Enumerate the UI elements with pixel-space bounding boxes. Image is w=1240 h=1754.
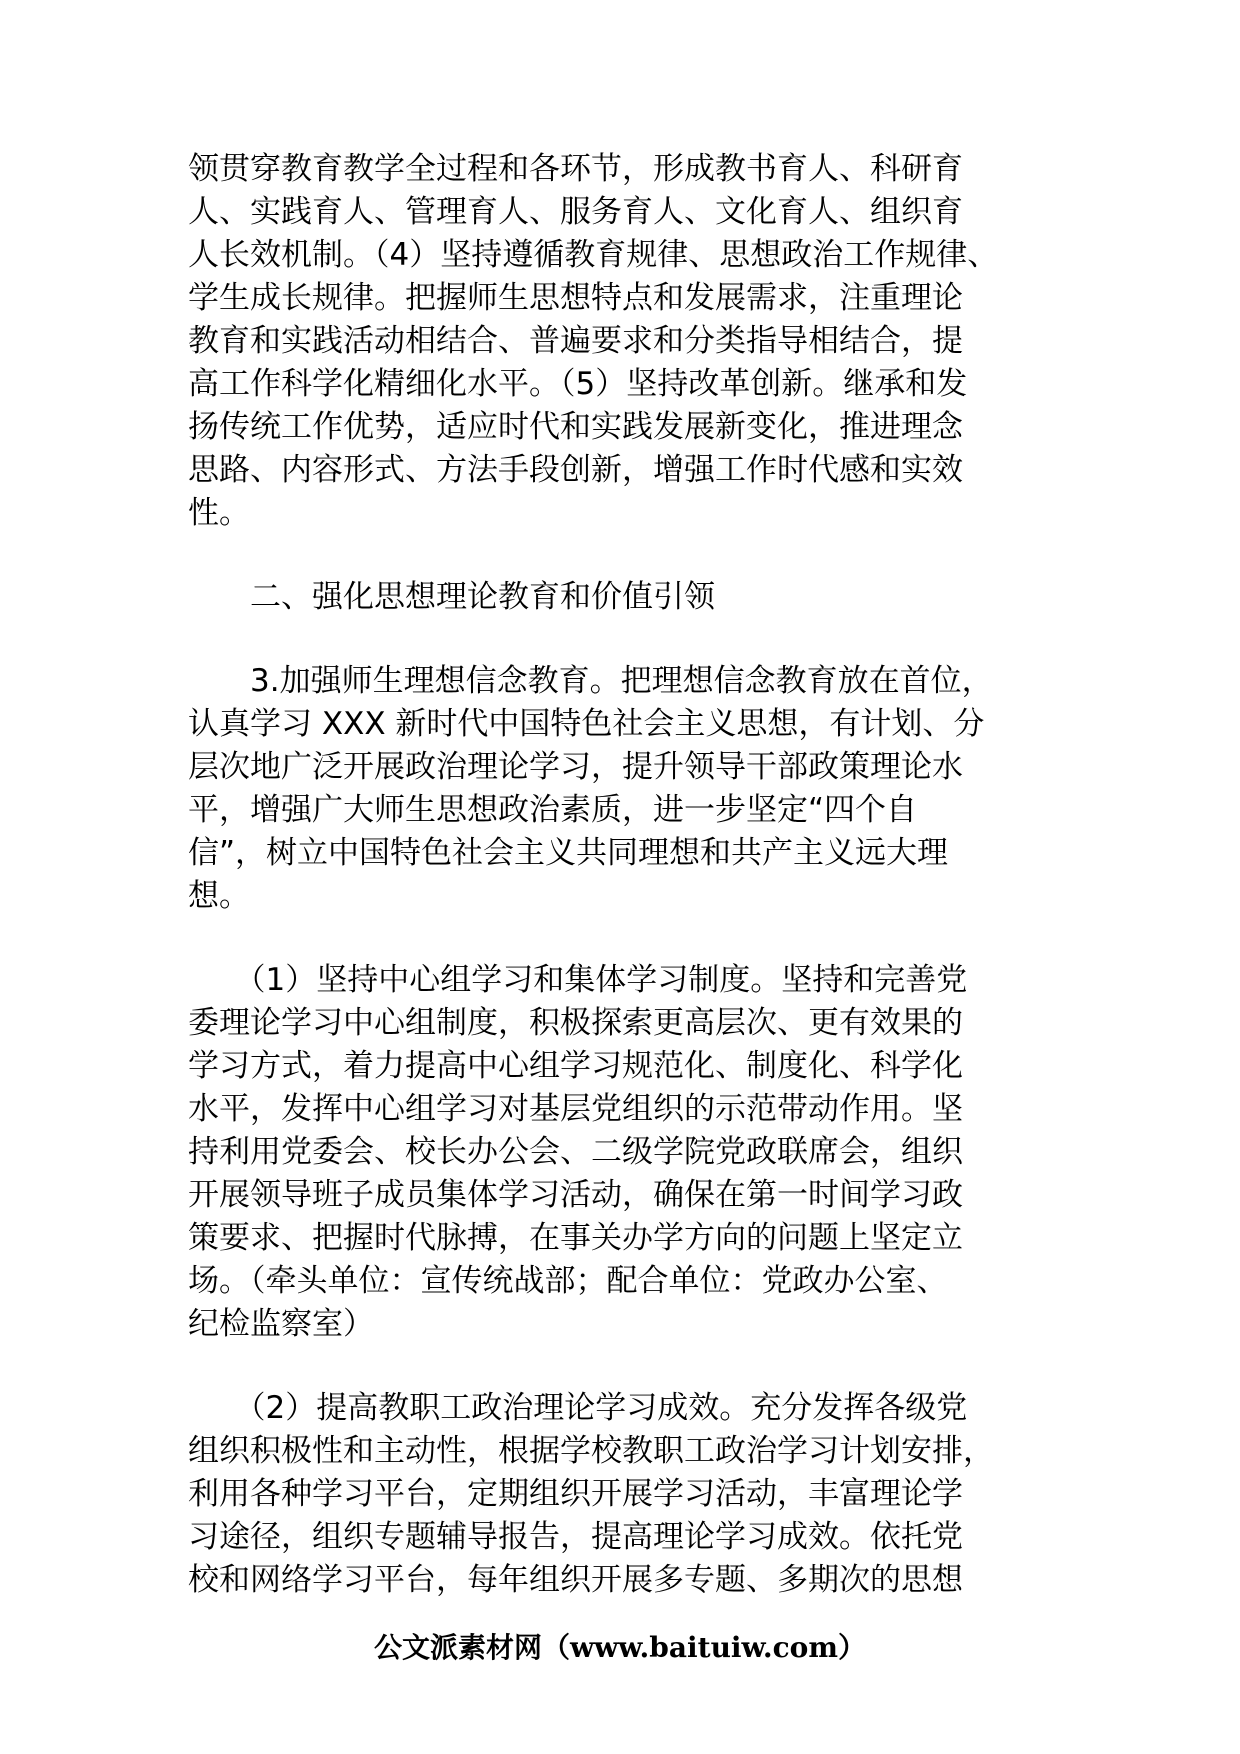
text-line: 想。 bbox=[188, 878, 250, 914]
text-line: 3.加强师生理想信念教育。把理想信念教育放在首位， bbox=[188, 663, 993, 699]
section-heading bbox=[188, 576, 1054, 619]
text-line: 性。 bbox=[188, 495, 250, 531]
text-line: 开展领导班子成员集体学习活动，确保在第一时间学习政 bbox=[188, 1177, 963, 1213]
text-line: 思路、内容形式、方法手段创新，增强工作时代感和实效 bbox=[188, 452, 963, 488]
text-line: 信”，树立中国特色社会主义共同理想和共产主义远大理 bbox=[188, 835, 949, 871]
text-line: 学生成长规律。把握师生思想特点和发展需求，注重理论 bbox=[188, 280, 963, 316]
text-line: 领贯穿教育教学全过程和各环节，形成教书育人、科研育 bbox=[188, 151, 963, 187]
text-line: 平，增强广大师生思想政治素质，进一步坚定“四个自 bbox=[188, 792, 918, 828]
paragraph-principles-continued bbox=[188, 148, 1054, 535]
text-line: 组织积极性和主动性，根据学校教职工政治学习计划安排， bbox=[188, 1433, 994, 1469]
text-line: 纪检监察室） bbox=[188, 1306, 374, 1342]
paragraph-central-group-study bbox=[188, 959, 1054, 1346]
text-line: 扬传统工作优势，适应时代和实践发展新变化，推进理念 bbox=[188, 409, 963, 445]
text-line: 委理论学习中心组制度，积极探索更高层次、更有效果的 bbox=[188, 1005, 963, 1041]
text-line: 人长效机制。（4）坚持遵循教育规律、思想政治工作规律、 bbox=[188, 237, 999, 273]
document-body bbox=[188, 148, 1054, 1643]
text-line: （2）提高教职工政治理论学习成效。充分发挥各级党 bbox=[188, 1390, 968, 1426]
text-line: 教育和实践活动相结合、普遍要求和分类指导相结合，提 bbox=[188, 323, 963, 359]
page-footer-watermark: 公文派素材网（www.baituiw.com） bbox=[374, 1631, 866, 1664]
text-line: 策要求、把握时代脉搏，在事关办学方向的问题上坚定立 bbox=[188, 1220, 963, 1256]
heading-line: 二、强化思想理论教育和价值引领 bbox=[188, 579, 715, 615]
text-line: 高工作科学化精细化水平。（5）坚持改革创新。继承和发 bbox=[188, 366, 968, 402]
text-line: 学习方式，着力提高中心组学习规范化、制度化、科学化 bbox=[188, 1048, 963, 1084]
text-line: 场。（牵头单位：宣传统战部；配合单位：党政办公室、 bbox=[188, 1263, 948, 1299]
text-line: 习途径，组织专题辅导报告，提高理论学习成效。依托党 bbox=[188, 1519, 963, 1555]
paragraph-staff-political-study bbox=[188, 1387, 1054, 1602]
text-line: 层次地广泛开展政治理论学习，提升领导干部政策理论水 bbox=[188, 749, 963, 785]
text-line: 校和网络学习平台，每年组织开展多专题、多期次的思想 bbox=[188, 1562, 963, 1598]
paragraph-ideal-belief-education bbox=[188, 660, 1054, 918]
text-line: 利用各种学习平台，定期组织开展学习活动，丰富理论学 bbox=[188, 1476, 963, 1512]
text-line: 认真学习 XXX 新时代中国特色社会主义思想，有计划、分 bbox=[188, 706, 985, 742]
text-line: 持利用党委会、校长办公会、二级学院党政联席会，组织 bbox=[188, 1134, 963, 1170]
text-line: 水平，发挥中心组学习对基层党组织的示范带动作用。坚 bbox=[188, 1091, 963, 1127]
text-line: 人、实践育人、管理育人、服务育人、文化育人、组织育 bbox=[188, 194, 963, 230]
text-line: （1）坚持中心组学习和集体学习制度。坚持和完善党 bbox=[188, 962, 968, 998]
